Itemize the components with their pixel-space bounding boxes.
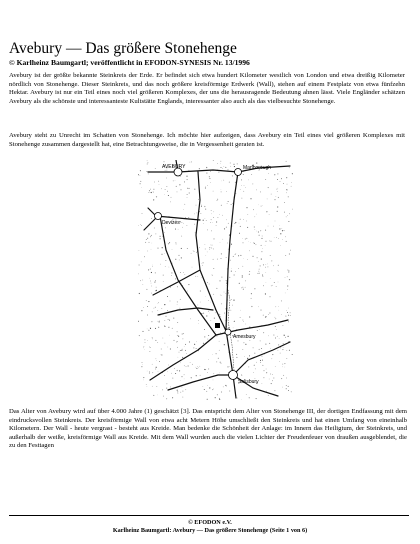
map-label-marlborough: Marlborough xyxy=(243,165,272,171)
region-map xyxy=(138,160,293,400)
map-label-devizes: Devizes xyxy=(162,220,180,226)
paragraph-age: Das Alter von Avebury wird auf über 4.000 Jahre (1) geschätzt [3]. Das entspricht dem Alter von Stonehenge III, der dortigen Endfassung mit dem eindrucksvollen Steinkreis. Der kreisförmige Wall von etwa acht Metern Höhe umschließt den Steinkreis und hat einen Umfang von eineinhalb Kilometern. Der Wall - heute vergrast - besteht aus Kreide. Man bedenke die Schönheit der Anlage: im Innern das Heiligtum, der Steinkreis, und außerhalb der weiße, kreisförmige Wall aus Kreide. Mit dem Wall wurden auch die vielen Lichter der Freudenfeuer von draußen ausgeblendet, die zu den Festtagen xyxy=(9,408,407,450)
map-label-avebury: AVEBURY xyxy=(162,164,186,170)
footer-page-caption: Karlheinz Baumgartl: Avebury — Das größere Stonehenge (Seite 1 von 6) xyxy=(112,527,308,534)
footer-divider xyxy=(9,515,409,516)
document-title: Avebury — Das größere Stonehenge xyxy=(9,40,237,57)
town-marker-devizes xyxy=(155,213,162,220)
town-marker-amesbury xyxy=(225,329,231,335)
town-marker-marlborough xyxy=(235,169,242,176)
map-label-amesbury: Amesbury xyxy=(233,334,256,340)
town-marker-salisbury xyxy=(229,371,238,380)
map-label-salisbury: Salisbury xyxy=(238,379,259,385)
stonehenge-marker xyxy=(215,323,220,328)
footer-organization: © EFODON e.V. xyxy=(188,519,232,526)
paragraph-intro: Avebury ist der größte bekannte Steinkreis der Erde. Er befindet sich etwa hundert Kilometer westlich von London und etwa dreißig Kilometer nördlich von Stonehenge. Dieser Steinkreis, und das noch größere kreisförmige Erdwerk (Wall), stehen auf einem Festplatz von etwa fünfzehn Hektar. Avebury ist nur ein Teil eines noch viel größeren Komplexes, der uns die herausragende Bedeutung ahnen lässt. Viele Engländer schätzen Avebury als die schönste und interessanteste Kultstätte Englands, interessanter also auch als das vielbesuchte Stonehenge. xyxy=(9,72,405,105)
document-subtitle: © Karlheinz Baumgartl; veröffentlicht in EFODON-SYNESIS Nr. 13/1996 xyxy=(9,58,250,67)
paragraph-thesis: Avebury steht zu Unrecht im Schatten von Stonehenge. Ich möchte hier aufzeigen, dass Avebury ein Teil eines viel größeren Komplexes mit Stonehenge zusammen dargestellt hat, eine Betrachtungsweise, die in Vergessenheit geraten ist. xyxy=(9,132,405,148)
